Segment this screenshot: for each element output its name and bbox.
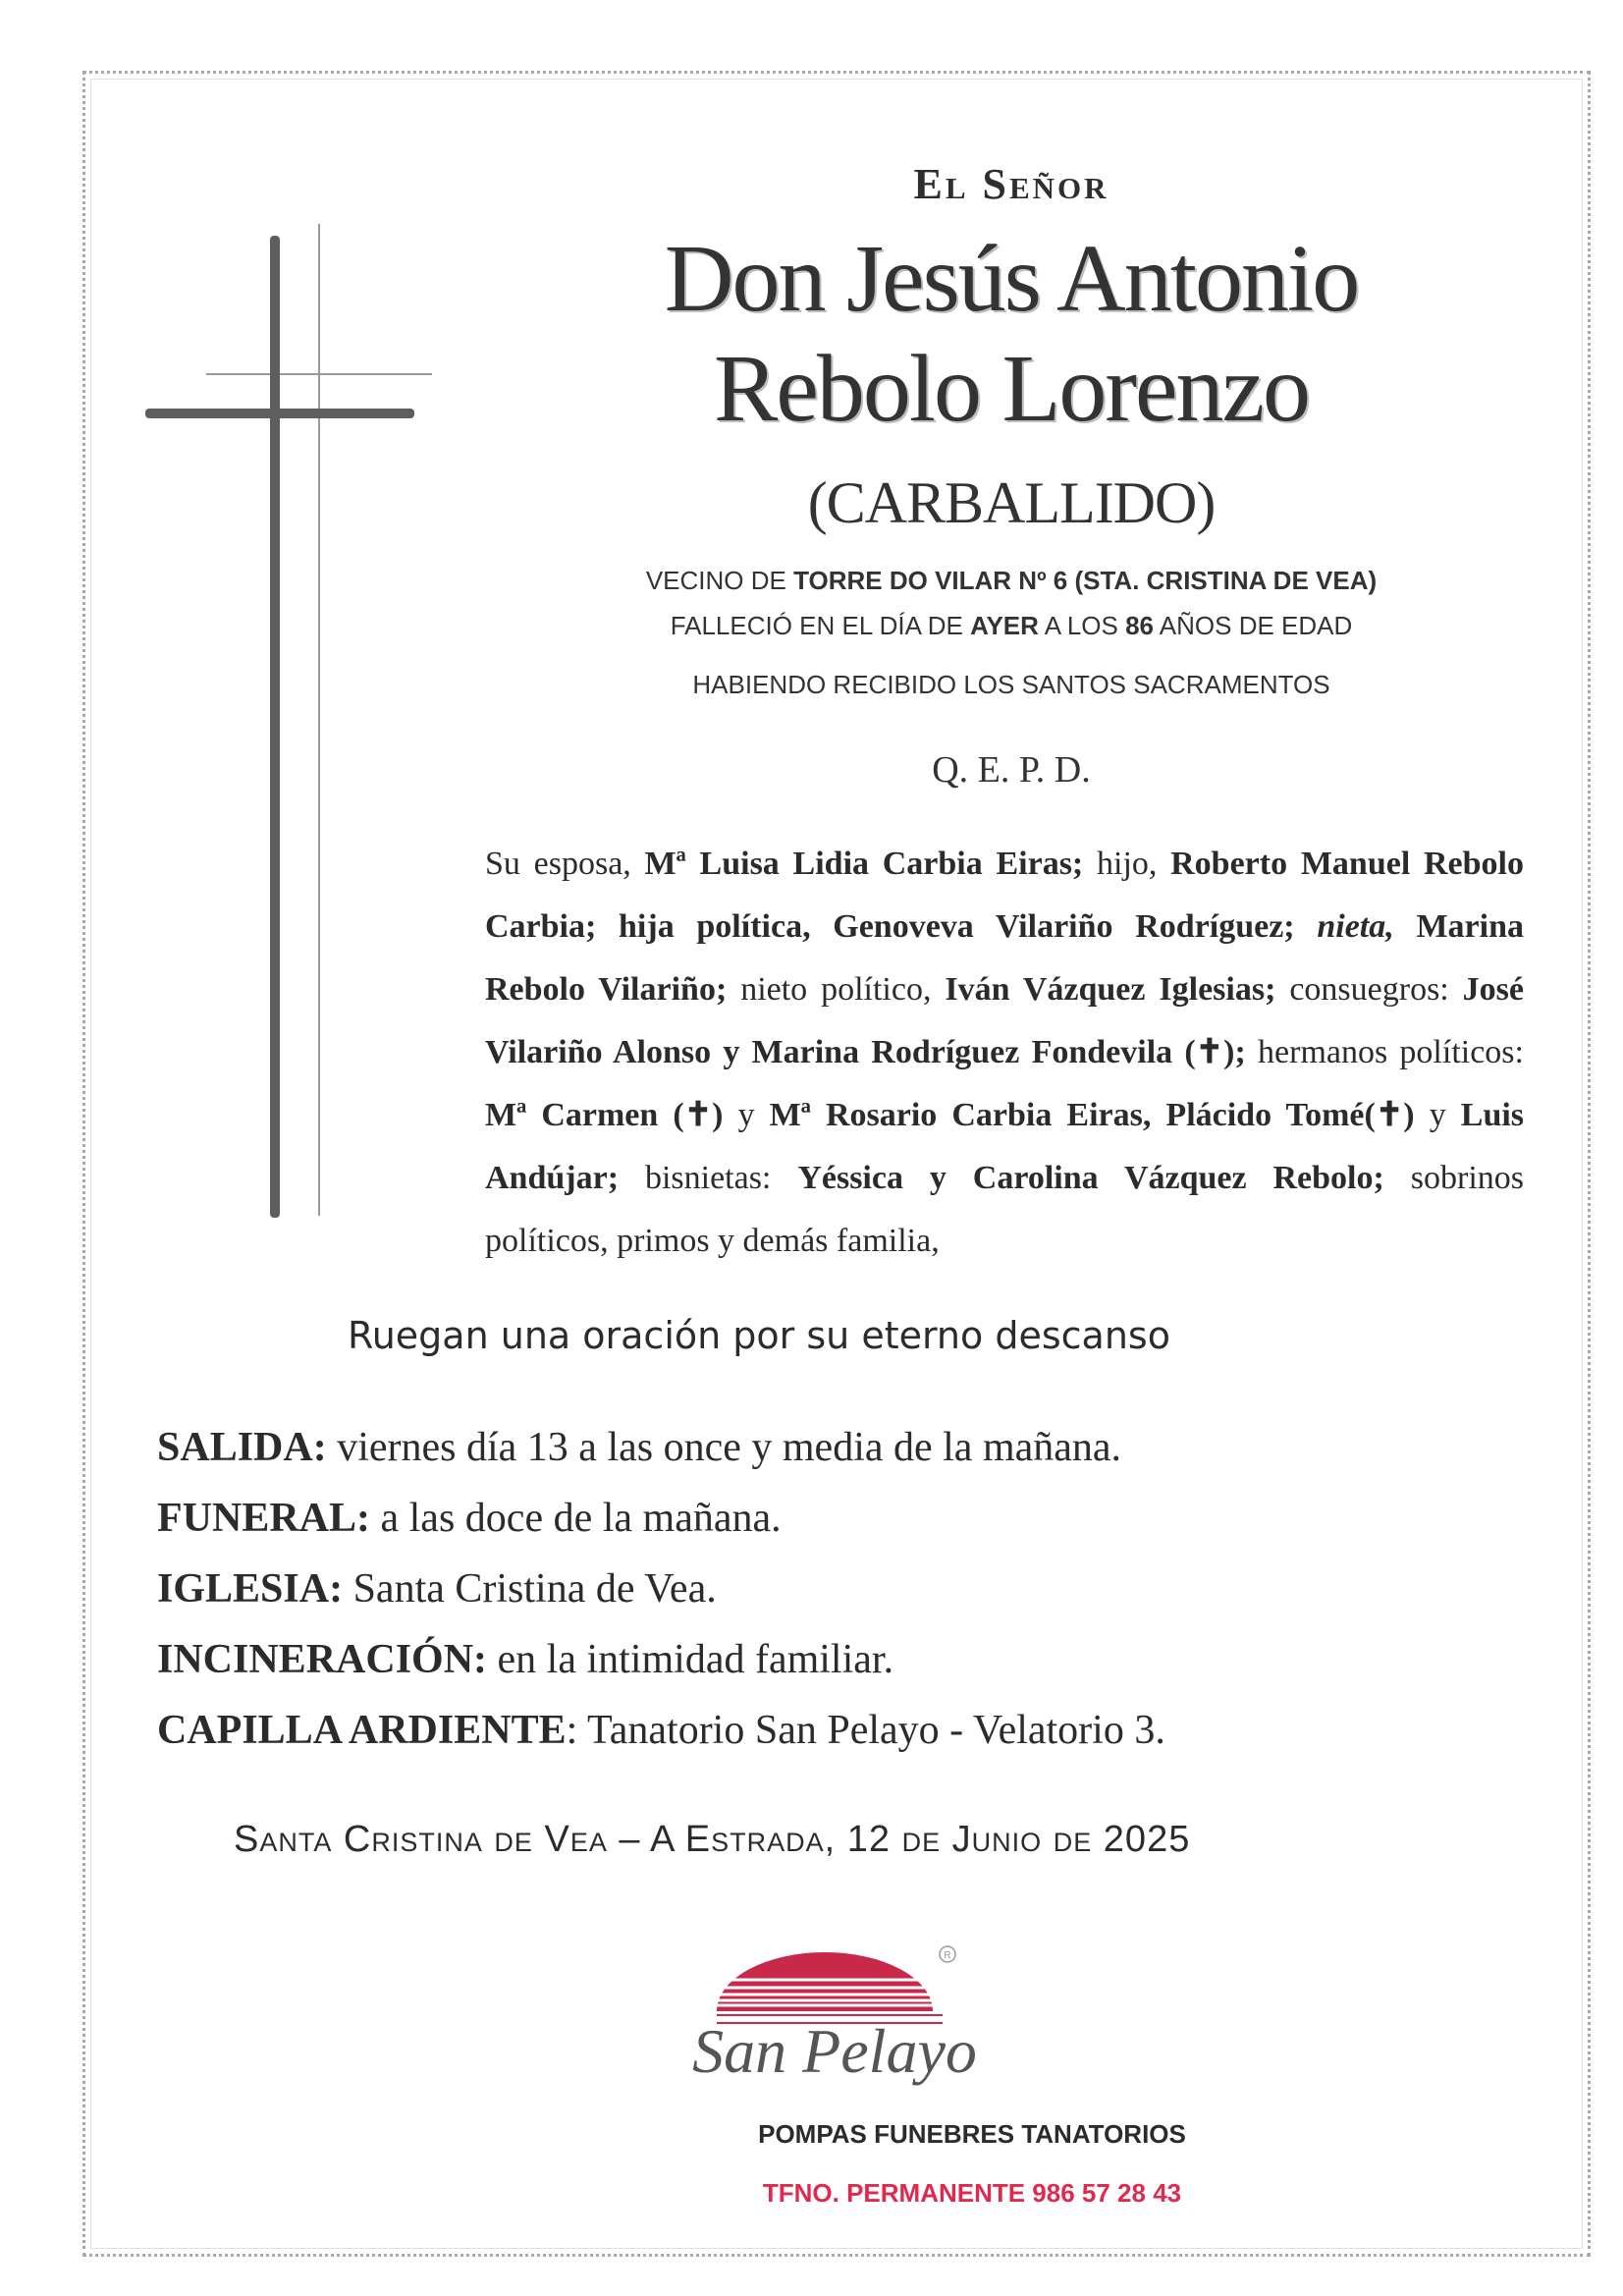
cross-thin-horizontal [206,373,432,375]
detail-funeral [157,1483,1532,1554]
logo-text: San Pelayo [692,2016,977,2086]
death-text-c: AÑOS DE EDAD [1154,611,1353,640]
family-name: Roberto Manuel Rebolo Carbia; hija política, Genoveva Vilariño Rodríguez; [485,846,1525,945]
death-day: AYER [970,611,1039,640]
family-text: y [723,1097,770,1133]
cross-main-vertical [270,236,280,1218]
death-age: 86 [1125,611,1155,640]
detail-capilla [157,1695,1532,1766]
detail-incineracion [157,1624,1532,1695]
prayer-request: Ruegan una oración por su eterno descanso [348,1314,1170,1357]
death-text-a: FALLECIÓ EN EL DÍA DE [670,611,971,640]
family-text [1394,908,1417,945]
family-text: y [1414,1097,1461,1133]
detail-iglesia [157,1554,1532,1624]
detail-label: CAPILLA ARDIENTE [157,1708,567,1753]
deceased-alias: (CARBALLIDO) [807,470,1216,535]
ceremony-details [157,1412,1532,1766]
family-name: Iván Vázquez Iglesias; [945,971,1276,1008]
detail-value: a las doce de la mañana. [370,1496,782,1541]
family-text [1295,908,1318,945]
family-name: José Vilariño Alonso y Marina Rodríguez Fondevila (✝); [485,971,1524,1070]
detail-label: IGLESIA: [157,1566,344,1612]
sacraments-line: HABIENDO RECIBIDO LOS SANTOS SACRAMENTOS [692,670,1330,699]
registered-mark: R [944,1950,951,1961]
death-text-b: A LOS [1038,611,1126,640]
family-name: Luis Andújar; [485,1097,1525,1196]
family-text: bisnietas: [619,1160,798,1196]
family-name: Mª Carmen (✝) [485,1097,724,1133]
detail-value: viernes día 13 a las once y media de la mañana. [326,1425,1122,1470]
family-text: consuegros: [1275,971,1463,1008]
san-pelayo-logo [677,1935,982,2102]
family-text: sobrinos políticos, primos y demás familia, [485,1160,1524,1259]
family-text: nieto político, [727,971,946,1008]
qepd: Q. E. P. D. [932,749,1091,791]
residence-prefix: VECINO DE [645,566,794,595]
detail-label: INCINERACIÓN: [157,1637,488,1682]
detail-value: : Tanatorio San Pelayo - Velatorio 3. [566,1708,1165,1753]
residence-line [471,566,1551,596]
detail-value: en la intimidad familiar. [487,1637,894,1682]
family-relation: nieta, [1317,908,1394,945]
cross-main-horizontal [145,409,414,418]
family-name: Mª Rosario Carbia Eiras, Plácido Tomé(✝) [769,1097,1415,1133]
place-and-date: Santa Cristina de Vea – A Estrada, 12 de Junio de 2025 [234,1819,1191,1860]
company-name: POMPAS FUNEBRES TANATORIOS [758,2119,1186,2149]
family-name: Marina Rebolo Vilariño; [485,908,1524,1008]
detail-label: SALIDA: [157,1425,327,1470]
family-name: Mª Luisa Lidia Carbia Eiras; [644,846,1084,882]
family-paragraph [485,833,1524,1273]
family-text: Su esposa, [485,846,645,882]
family-text: hermanos políticos: [1245,1034,1524,1070]
detail-label: FUNERAL: [157,1496,370,1541]
deceased-name-line1: Don Jesús Antonio [664,226,1359,332]
detail-salida [157,1412,1532,1483]
detail-value: Santa Cristina de Vea. [343,1566,717,1612]
phone-number: TFNO. PERMANENTE 986 57 28 43 [762,2178,1182,2208]
death-line [471,611,1551,641]
deceased-name-line2: Rebolo Lorenzo [713,336,1310,442]
title-prefix: El Señor [913,160,1109,208]
family-name: Yéssica y Carolina Vázquez Rebolo; [797,1160,1384,1196]
residence-address: TORRE DO VILAR Nº 6 (STA. CRISTINA DE VEA) [793,566,1378,595]
logo-sun-icon [707,1952,943,2011]
family-text: hijo, [1083,846,1171,882]
